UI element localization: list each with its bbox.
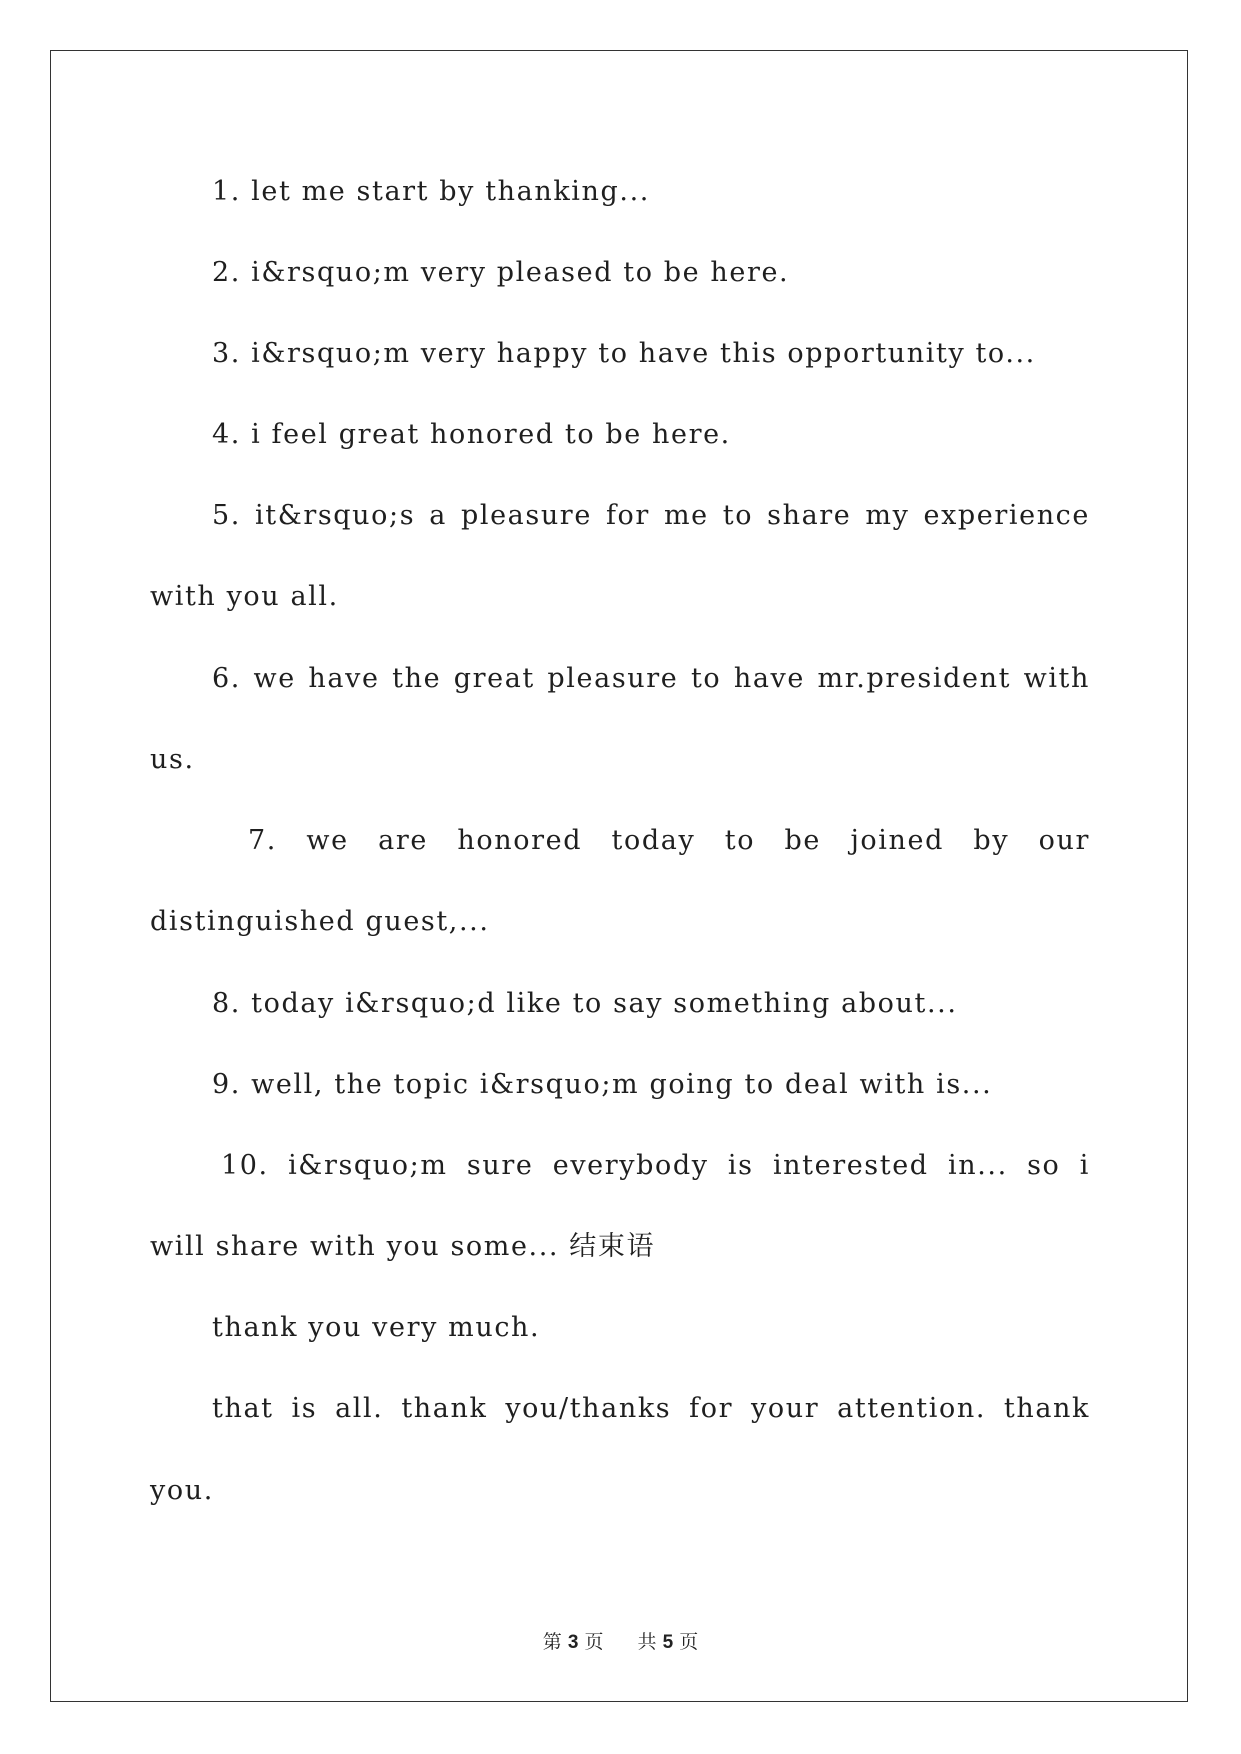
- total-pages: 5: [662, 1632, 674, 1653]
- text-line-8: us.: [150, 744, 195, 775]
- text-line-17: you.: [150, 1475, 214, 1506]
- text-line-11: 8. today i&rsquo;d like to say something about...: [212, 988, 958, 1019]
- text-line-16: that is all. thank you/thanks for your attention. thank: [212, 1393, 1090, 1424]
- total-suffix: 页: [679, 1631, 699, 1653]
- page-frame: [50, 50, 1188, 1702]
- text-line-13: 10. i&rsquo;m sure everybody is interested in... so i: [221, 1150, 1090, 1181]
- text-line-3: 3. i&rsquo;m very happy to have this opportunity to...: [212, 338, 1036, 369]
- text-line-9: 7. we are honored today to be joined by our: [248, 825, 1090, 856]
- text-line-1: 1. let me start by thanking...: [212, 176, 650, 207]
- text-line-10: distinguished guest,...: [150, 906, 490, 937]
- text-line-5: 5. it&rsquo;s a pleasure for me to share my experience: [212, 500, 1090, 531]
- text-line-12: 9. well, the topic i&rsquo;m going to deal with is...: [212, 1069, 993, 1100]
- total-prefix: 共: [637, 1631, 657, 1653]
- text-line-4: 4. i feel great honored to be here.: [212, 419, 731, 450]
- text-line-7: 6. we have the great pleasure to have mr.president with: [212, 663, 1090, 694]
- page-footer: [0, 1627, 1241, 1654]
- page-prefix: 第: [542, 1631, 562, 1653]
- text-line-2: 2. i&rsquo;m very pleased to be here.: [212, 257, 790, 288]
- text-line-15: thank you very much.: [212, 1312, 541, 1343]
- page-suffix: 页: [584, 1631, 604, 1653]
- text-line-14: will share with you some... 结束语: [150, 1231, 656, 1262]
- page-number: 3: [567, 1632, 579, 1653]
- text-line-6: with you all.: [150, 581, 339, 612]
